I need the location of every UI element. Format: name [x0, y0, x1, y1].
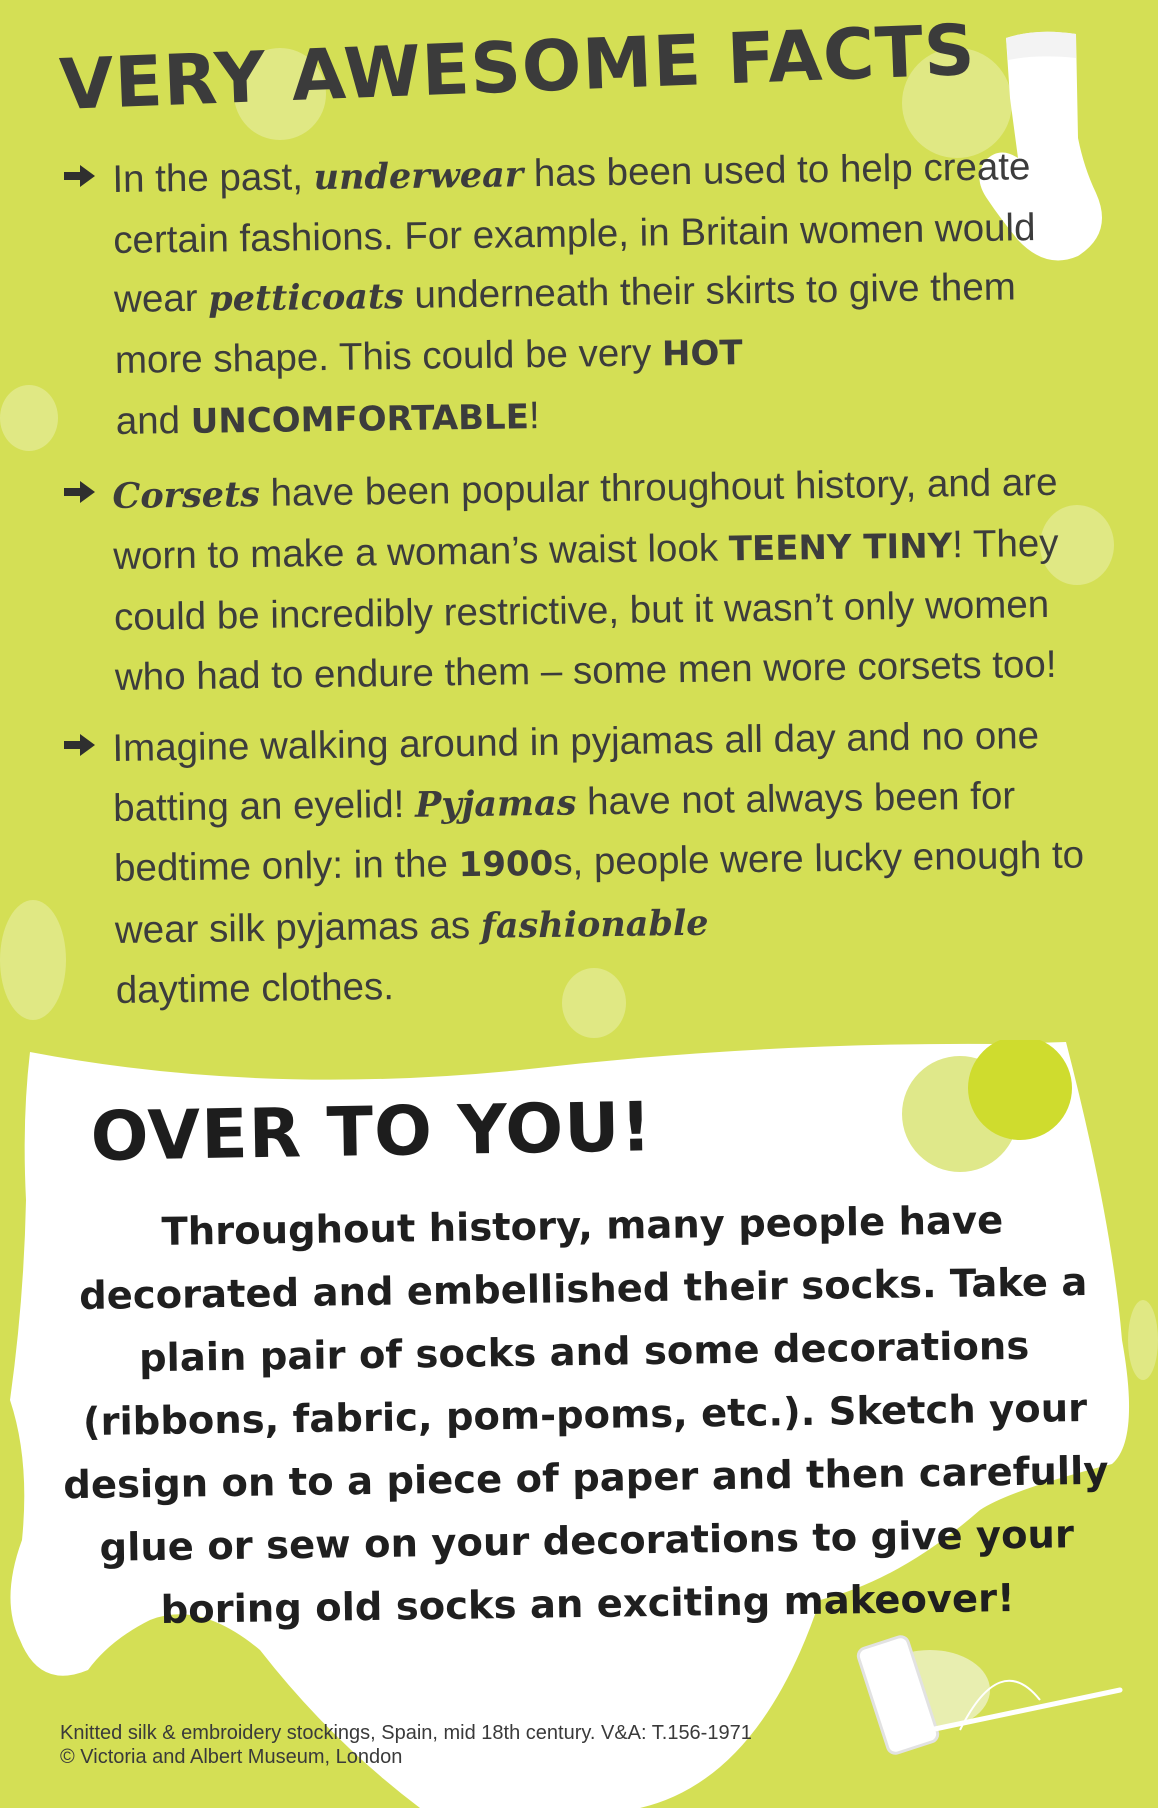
- fact-item: [62, 713, 1102, 1021]
- bold-text: 1900: [458, 843, 554, 885]
- credit-line: Knitted silk & embroidery stockings, Spain, mid 18th century. V&A: T.156-1971: [60, 1722, 752, 1744]
- emphasis-text: Pyjamas: [414, 781, 577, 825]
- emphasis-text: underwear: [313, 154, 524, 199]
- pom-pom-icon: [968, 1040, 1072, 1140]
- fact-item: [62, 145, 1102, 454]
- decorative-dot: [0, 900, 66, 1020]
- emphasis-text: Corsets: [112, 473, 261, 517]
- decorative-dot: [0, 385, 58, 451]
- fact-text: Corsets have been popular throughout history, and are worn to make a woman’s waist look TEENY TINY! They could be incredibly restrictive, but it wasn’t only women who had to endure them – some men wore corsets too!: [112, 460, 1059, 698]
- emphasis-text: fashionable: [480, 901, 709, 946]
- emphasis-text: petticoats: [207, 275, 405, 320]
- activity-body: Throughout history, many people have decorated and embellished their socks. Take a plain pair of socks and some decorations (ribbons, fabric, pom-poms, etc.). Sketch your design on to a piece of paper and then carefully glue or sew on your decorations to give your boring old socks an exciting makeover!: [63, 1198, 1109, 1633]
- arrow-bullet-icon: [62, 733, 96, 757]
- activity-title: OVER TO YOU!: [90, 1088, 654, 1177]
- fact-item: [62, 460, 1102, 707]
- bold-text: UNCOMFORTABLE: [190, 397, 530, 442]
- image-credit: [60, 1721, 960, 1769]
- bold-text: TEENY TINY: [728, 525, 953, 569]
- bold-text: HOT: [661, 332, 743, 374]
- fact-text: In the past, underwear has been used to help create certain fashions. For example, in Britain women would wear petticoats underneath their skirts to give them more shape. This could be very HOT and UNCOMFORTABLE!: [112, 145, 1036, 443]
- facts-list: [62, 145, 1102, 1032]
- arrow-bullet-icon: [62, 480, 96, 504]
- fact-text: Imagine walking around in pyjamas all day and no one batting an eyelid! Pyjamas have not always been for bedtime only: in the 1900s, people were lucky enough to wear silk pyjamas as fashionable daytime clothes.: [112, 713, 1085, 1012]
- page-title: VERY AWESOME FACTS: [58, 8, 977, 126]
- arrow-bullet-icon: [62, 164, 96, 188]
- credit-line: © Victoria and Albert Museum, London: [60, 1746, 403, 1768]
